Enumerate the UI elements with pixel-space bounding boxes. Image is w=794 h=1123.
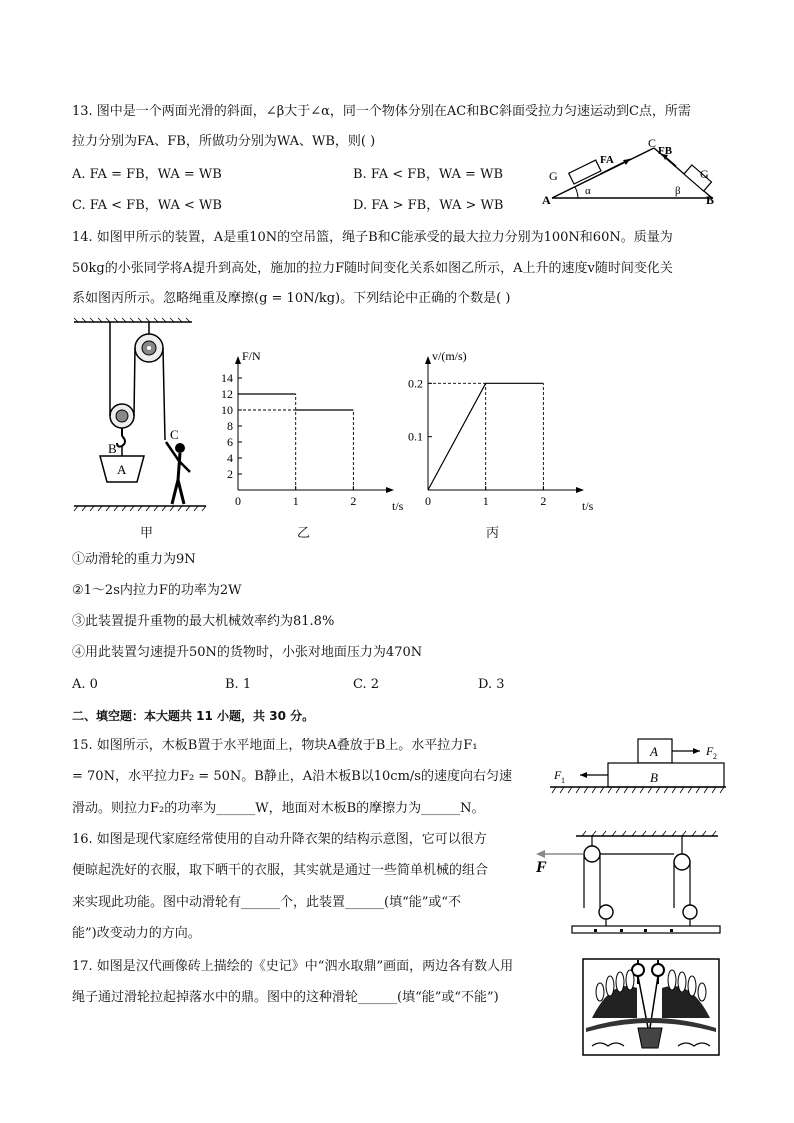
y-tick-label: 4 [227, 451, 233, 465]
q15-line3: 滑动。则拉力F₂的功率为______W，地面对木板B的摩擦力为______N。 [72, 801, 485, 816]
y-tick-label: 2 [227, 467, 233, 481]
x-tick-label: 2 [350, 494, 357, 508]
q14-option-c[interactable]: C. 2 [353, 677, 380, 692]
q14-option-b[interactable]: B. 1 [225, 677, 252, 692]
y-axis-label: F/N [242, 349, 261, 363]
chart-bing [400, 345, 600, 515]
y-tick-label: 14 [221, 371, 233, 385]
q17-han-brick-image [582, 958, 720, 1056]
x-axis-arrow [386, 487, 394, 493]
y-axis-arrow [425, 356, 431, 364]
q15-line2: = 70N，水平拉力F₂ = 50N。B静止，A沿木板B以10cm/s的速度向右匀速 [72, 769, 512, 784]
x-tick-label: 2 [540, 494, 547, 508]
yi-caption: 乙 [297, 526, 311, 541]
q17-line1: 17. 如图是汉代画像砖上描绘的《史记》中“泗水取鼎”画面，两边各有数人用 [72, 959, 514, 974]
y-tick-label: 10 [221, 403, 233, 417]
q14-pulley-figure [72, 318, 212, 518]
y-tick-label: 0.2 [408, 376, 423, 391]
q13-option-b[interactable]: B. FA < FB，WA = WB [353, 167, 504, 182]
q14-stem-line2: 50kg的小张同学将A提升到高处，施加的拉力F随时间变化关系如图乙所示，A上升的速度v随时间变化关 [72, 261, 673, 276]
x-tick-label: 0 [425, 494, 431, 508]
q14-option-a[interactable]: A. 0 [72, 677, 98, 692]
q15-label-f1-sub: 1 [561, 776, 565, 785]
q15-line1: 15. 如图所示，木板B置于水平地面上，物块A叠放于B上。水平拉力F₁ [72, 738, 478, 753]
jia-caption: 甲 [140, 526, 154, 541]
q13-stem-line1: 13. 图中是一个两面光滑的斜面，∠β大于∠α，同一个物体分别在AC和BC斜面受拉力匀速运动到C点，所需 [72, 104, 691, 119]
section2-title: 二、填空题：本大题共 11 小题，共 30 分。 [72, 709, 315, 723]
y-tick-label: 0.1 [408, 429, 423, 444]
y-tick-label: 8 [227, 419, 233, 433]
x-tick-label: 1 [292, 494, 299, 508]
q16-label-f: F [536, 859, 547, 876]
q13-option-c[interactable]: C. FA < FB，WA < WB [72, 198, 222, 213]
y-axis-label: v/(m/s) [432, 349, 467, 363]
q16-drying-rack-figure [532, 830, 722, 938]
q13-label-g-left: G [549, 169, 558, 183]
q16-line2: 便晾起洗好的衣服，取下晒干的衣服，其实就是通过一些简单机械的组合 [72, 863, 489, 878]
q17-line2: 绳子通过滑轮拉起掉落水中的鼎。图中的这种滑轮______(填“能”或“不能”) [72, 990, 499, 1005]
q13-label-beta: β [675, 185, 681, 197]
q14-stem-line3: 系如图丙所示。忽略绳重及摩擦(g = 10N/kg)。下列结论中正确的个数是( ) [72, 291, 511, 306]
q13-label-a: A [542, 193, 551, 207]
q14-statement-4: ④用此装置匀速提升50N的货物时，小张对地面压力为470N [72, 645, 423, 660]
q13-label-b: B [706, 193, 715, 207]
q13-option-a[interactable]: A. FA = FB，WA = WB [72, 167, 222, 182]
q14-stem-line1: 14. 如图甲所示的装置，A是重10N的空吊篮，绳子B和C能承受的最大拉力分别为100N和60N。质量为 [72, 230, 673, 245]
jia-label-b: B [108, 441, 117, 456]
jia-label-a: A [117, 462, 127, 477]
q13-label-fa: FA [600, 154, 614, 166]
q14-option-d[interactable]: D. 3 [478, 677, 505, 692]
q15-label-f2-sub: 2 [713, 752, 717, 761]
q16-line1: 16. 如图是现代家庭经常使用的自动升降衣架的结构示意图，它可以很方 [72, 832, 487, 847]
q15-block-figure [548, 735, 728, 801]
q13-label-fb: FB [658, 145, 673, 157]
jia-label-c: C [170, 427, 179, 442]
q13-incline-figure [538, 136, 728, 208]
q13-label-alpha: α [585, 185, 591, 197]
y-tick-label: 6 [227, 435, 233, 449]
bing-caption: 丙 [486, 526, 500, 541]
chart-yi [210, 345, 404, 515]
x-axis-label: t/s [582, 499, 594, 513]
q14-statement-1: ①动滑轮的重力为9N [72, 552, 196, 567]
q14-statement-2: ②1～2s内拉力F的功率为2W [72, 583, 242, 598]
x-tick-label: 0 [235, 494, 241, 508]
q13-label-g-right: G [700, 167, 709, 181]
q16-line4: 能”)改变动力的方向。 [72, 926, 201, 941]
q13-option-d[interactable]: D. FA > FB，WA > WB [353, 198, 504, 213]
q15-label-f1: F [554, 768, 562, 782]
y-axis-arrow [235, 356, 241, 364]
q13-stem-line2: 拉力分别为FA、FB，所做功分别为WA、WB，则( ) [72, 134, 376, 149]
x-tick-label: 1 [482, 494, 489, 508]
q16-line3: 来实现此功能。图中动滑轮有______个，此装置______(填“能”或“不 [72, 895, 462, 910]
x-axis-arrow [576, 487, 584, 493]
q15-label-f2: F [706, 744, 714, 758]
q15-label-a: A [650, 744, 658, 759]
q14-statement-3: ③此装置提升重物的最大机械效率约为81.8% [72, 614, 335, 629]
x-axis-label: t/s [392, 499, 404, 513]
y-tick-label: 12 [221, 387, 233, 401]
q15-label-b: B [650, 770, 658, 785]
q13-label-c: C [648, 136, 657, 150]
